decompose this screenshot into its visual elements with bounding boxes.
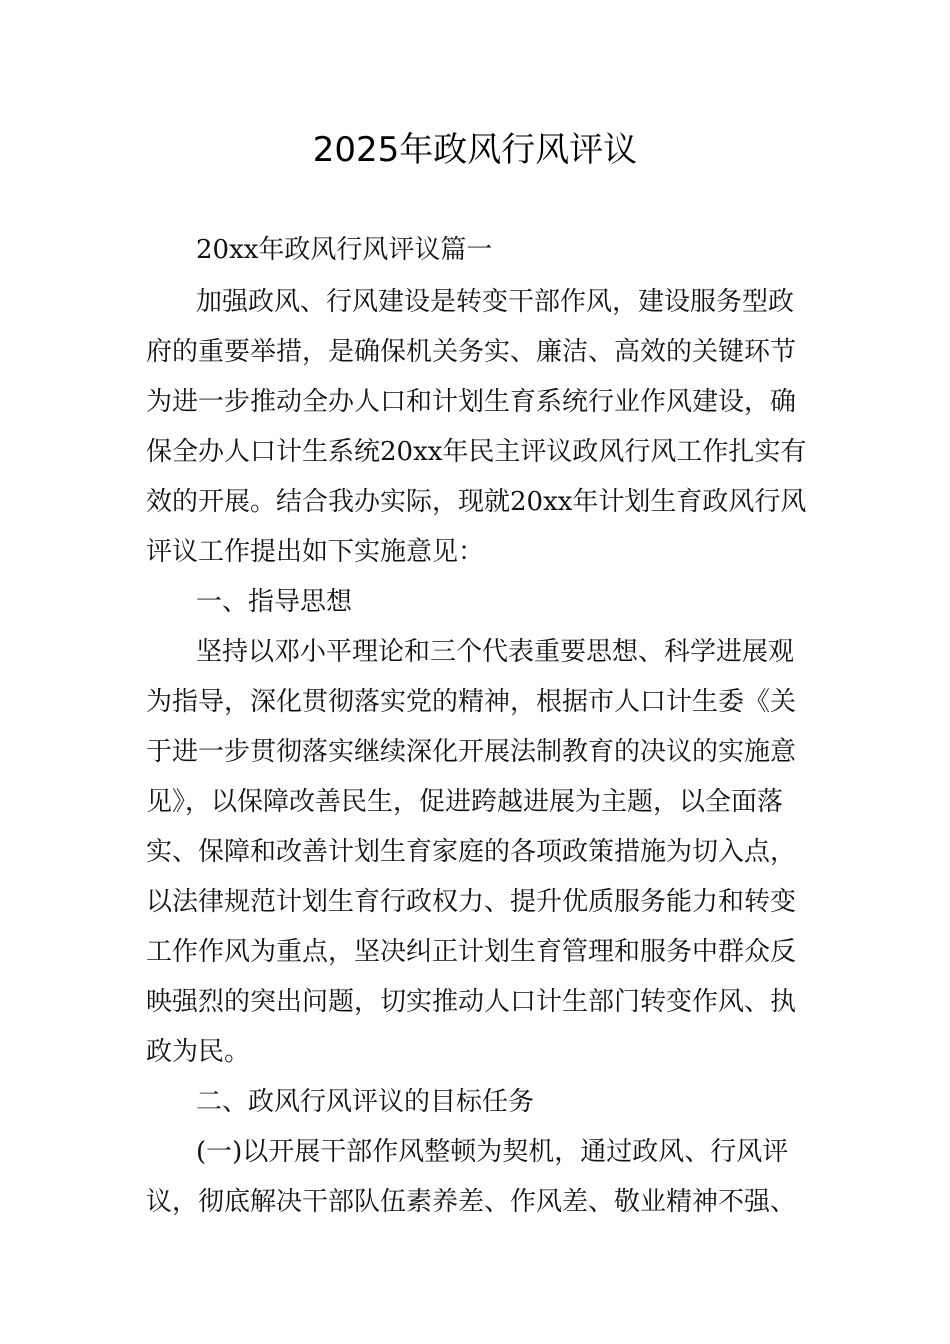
paragraph-line: 评议工作提出如下实施意见： <box>146 537 485 567</box>
paragraph-line: 为指导，深化贯彻落实党的精神，根据市人口计生委《关 <box>146 687 797 717</box>
paragraph-line: 政为民。 <box>146 1037 251 1067</box>
paragraph-line: 府的重要举措，是确保机关务实、廉洁、高效的关键环节 <box>146 337 797 367</box>
paragraph-line: 映强烈的突出问题，切实推动人口计生部门转变作风、执 <box>146 987 797 1017</box>
paragraph-line: 议，彻底解决干部队伍素养差、作风差、敬业精神不强、 <box>146 1187 797 1217</box>
section-heading-guiding-thought: 一、指导思想 <box>196 587 353 617</box>
document-title: 2025年政风行风评议 <box>312 130 638 170</box>
paragraph-line: 实、保障和改善计划生育家庭的各项政策措施为切入点， <box>146 837 797 867</box>
paragraph-line: 坚持以邓小平理论和三个代表重要思想、科学进展观 <box>196 637 795 667</box>
paragraph-line: 加强政风、行风建设是转变干部作风，建设服务型政 <box>196 287 795 317</box>
paragraph-line: 以法律规范计划生育行政权力、提升优质服务能力和转变 <box>146 887 797 917</box>
paragraph-line: 效的开展。结合我办实际，现就20xx年计划生育政风行风 <box>146 487 807 517</box>
paragraph-line: 工作作风为重点，坚决纠正计划生育管理和服务中群众反 <box>146 937 797 967</box>
section-heading-article-one: 20xx年政风行风评议篇一 <box>196 235 493 265</box>
paragraph-line: 于进一步贯彻落实继续深化开展法制教育的决议的实施意 <box>146 737 797 767</box>
paragraph-line: 见》，以保障改善民生，促进跨越进展为主题，以全面落 <box>146 787 784 817</box>
paragraph-line: 为进一步推动全办人口和计划生育系统行业作风建设，确 <box>146 387 797 417</box>
paragraph-line: (一)以开展干部作风整顿为契机，通过政风、行风评 <box>196 1137 789 1167</box>
paragraph-line: 保全办人口计生系统20xx年民主评议政风行风工作扎实有 <box>146 437 807 467</box>
section-heading-goals-tasks: 二、政风行风评议的目标任务 <box>196 1087 535 1117</box>
